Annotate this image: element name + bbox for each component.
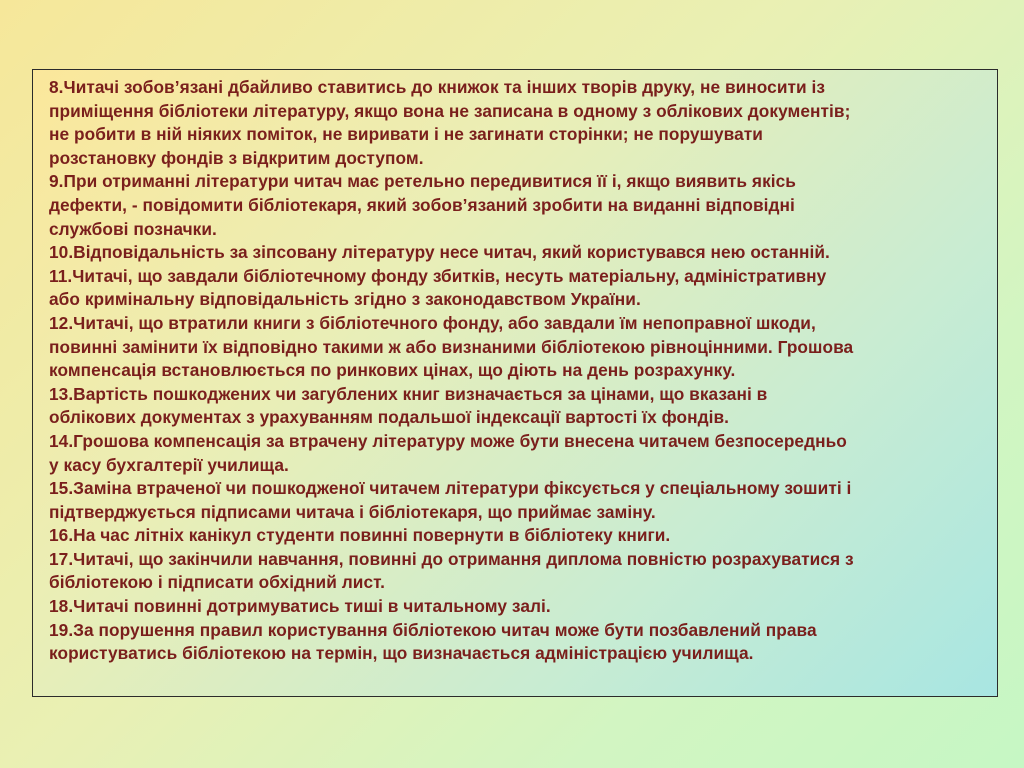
text-line: 17.Читачі, що закінчили навчання, повинні до отримання диплома повністю розрахуватися з xyxy=(49,548,854,569)
text-line: бібліотекою і підписати обхідний лист. xyxy=(49,572,385,593)
text-line: облікових документах з урахуванням подальшої індексації вартості їх фондів. xyxy=(49,407,730,428)
library-rules-text-box xyxy=(32,69,998,697)
text-line: 9.При отриманні літератури читач має ретельно передивитися її і, якщо виявить якісь xyxy=(49,171,796,192)
text-line: приміщення бібліотеки літературу, якщо вона не записана в одному з облікових документів; xyxy=(49,100,851,121)
text-line: дефекти, - повідомити бібліотекаря, який зобов’язаний зробити на виданні відповідні xyxy=(49,194,795,215)
text-line: службові позначки. xyxy=(49,218,217,239)
text-line: 13.Вартість пошкоджених чи загублених книг визначається за цінами, що вказані в xyxy=(49,383,768,404)
text-line: або кримінальну відповідальність згідно з законодавством України. xyxy=(49,289,641,310)
text-line: 18.Читачі повинні дотримуватись тиші в читальному залі. xyxy=(49,596,551,617)
text-line: 10.Відповідальність за зіпсовану літературу несе читач, який користувався нею останній. xyxy=(49,242,830,263)
text-line: розстановку фондів з відкритим доступом. xyxy=(49,147,424,168)
text-line: 15.Заміна втраченої чи пошкодженої читачем літератури фіксується у спеціальному зошиті і xyxy=(49,478,852,499)
text-line: 12.Читачі, що втратили книги з бібліотечного фонду, або завдали їм непоправної шкоди, xyxy=(49,312,816,333)
text-line: повинні замінити їх відповідно такими ж або визнаними бібліотекою рівноцінними. Грошова xyxy=(49,336,854,357)
text-line: підтверджується підписами читача і бібліотекаря, що приймає заміну. xyxy=(49,501,656,522)
text-line: не робити в ній ніяких поміток, не виривати і не загинати сторінки; не порушувати xyxy=(49,124,763,145)
text-line: компенсація встановлюється по ринкових цінах, що діють на день розрахунку. xyxy=(49,360,736,381)
text-line: 14.Грошова компенсація за втрачену літературу може бути внесена читачем безпосередньо xyxy=(49,430,847,451)
text-line: 8.Читачі зобов’язані дбайливо ставитись до книжок та інших творів друку, не виносити із xyxy=(49,77,826,97)
text-line: користуватись бібліотекою на термін, що визначається адміністрацією училища. xyxy=(49,643,754,664)
text-line: у касу бухгалтерії училища. xyxy=(49,454,289,475)
text-line: 11.Читачі, що завдали бібліотечному фонду збитків, несуть матеріальну, адміністративну xyxy=(49,265,827,286)
text-line: 19.За порушення правил користування бібліотекою читач може бути позбавлений права xyxy=(49,619,817,640)
text-line: 16.На час літніх канікул студенти повинні повернути в бібліотеку книги. xyxy=(49,525,671,546)
